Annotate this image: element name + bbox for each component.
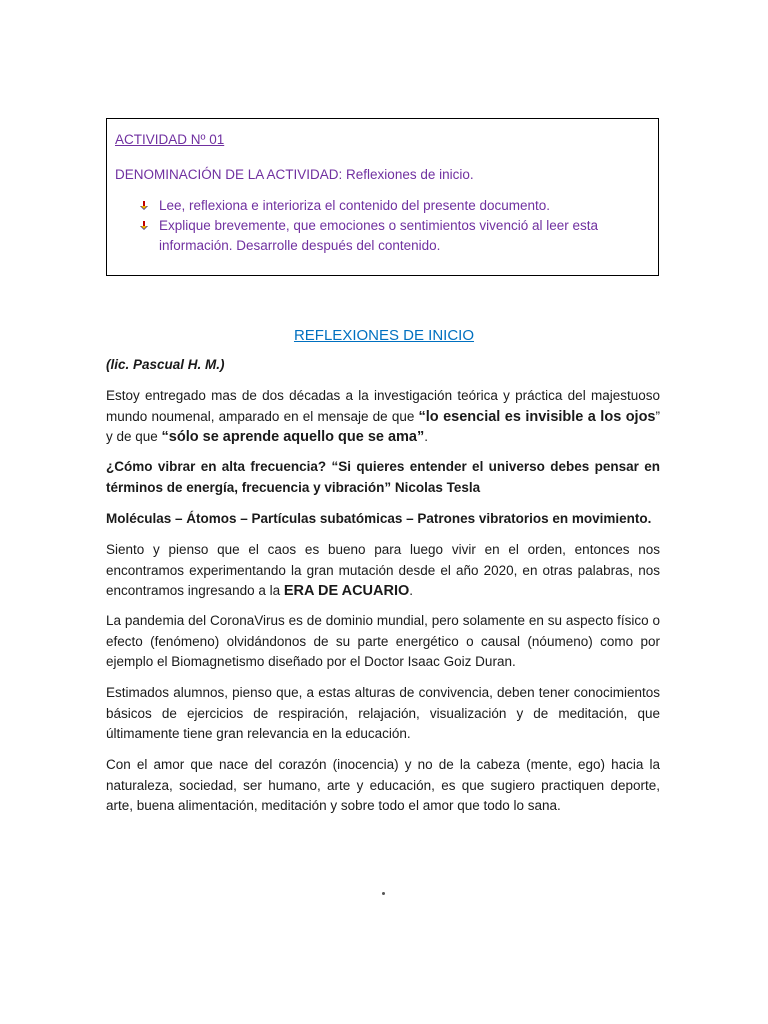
era-acuario: ERA DE ACUARIO	[283, 583, 410, 599]
paragraph-text: Estoy entregado mas de dos décadas a la investigación teórica y práctica del majestuoso mundo noumenal, amparado en el mensaje de que	[106, 388, 660, 424]
paragraph-love: Con el amor que nace del corazón (inocencia) y no de la cabeza (mente, ego) hacia la naturaleza, sociedad, ser humano, arte y educación, es que sugiero practiquen deporte, arte, buena alimentación, meditación y sobre todo el amor que todo lo sana.	[106, 757, 660, 813]
document-title: REFLEXIONES DE INICIO	[293, 327, 475, 344]
quote-essential: “lo esencial es invisible a los ojos	[418, 408, 656, 425]
paragraph-text: .	[424, 429, 429, 444]
activity-denomination: DENOMINACIÓN DE LA ACTIVIDAD: Reflexiones de inicio.	[115, 167, 474, 182]
list-item	[137, 216, 650, 256]
paragraph-text: ” y de que	[106, 408, 661, 444]
arrow-bullet-icon	[139, 221, 149, 231]
paragraph-pandemic: La pandemia del CoronaVirus es de dominio mundial, pero solamente en su aspecto físico o efecto (fenómeno) olvidándonos de su parte energético o causal (nóumeno) como por ejemplo el Biomagnetismo diseñado por el Doctor Isaac Goiz Duran.	[106, 613, 660, 669]
paragraph-intro	[106, 386, 660, 448]
activity-title: ACTIVIDAD Nº 01	[115, 132, 225, 147]
paragraph-students: Estimados alumnos, pienso que, a estas alturas de convivencia, deben tener conocimientos básicos de ejercicios de respiración, relajación, visualización y de meditación, que últimamente tiene gran relevancia en la educación.	[106, 685, 660, 741]
paragraph-text: .	[409, 583, 414, 598]
paragraph-vibrations: Moléculas – Átomos – Partículas subatómicas – Patrones vibratorios en movimiento.	[106, 511, 652, 526]
paragraph-tesla-quote: ¿Cómo vibrar en alta frecuencia? “Si quieres entender el universo debes pensar en términos de energía, frecuencia y vibración” Nicolas Tesla	[106, 459, 660, 495]
activity-box	[106, 118, 659, 276]
list-item	[137, 196, 650, 216]
activity-item-text: Explique brevemente, que emociones o sentimientos vivenció al leer esta información. Desarrolle después del contenido.	[159, 218, 598, 253]
author-line: (lic. Pascual H. M.)	[106, 357, 225, 372]
paragraph-chaos	[106, 540, 660, 602]
arrow-bullet-icon	[139, 201, 149, 211]
quote-love: “sólo se aprende aquello que se ama”	[161, 429, 425, 445]
activity-item-text: Lee, reflexiona e interioriza el contenido del presente documento.	[159, 198, 550, 213]
activity-list	[115, 196, 650, 256]
page-mark	[382, 892, 385, 895]
paragraph-text: Siento y pienso que el caos es bueno para luego vivir en el orden, entonces nos encontramos experimentando la gran mutación desde el año 2020, en otras palabras, nos encontramos ingresando a la	[106, 542, 660, 598]
